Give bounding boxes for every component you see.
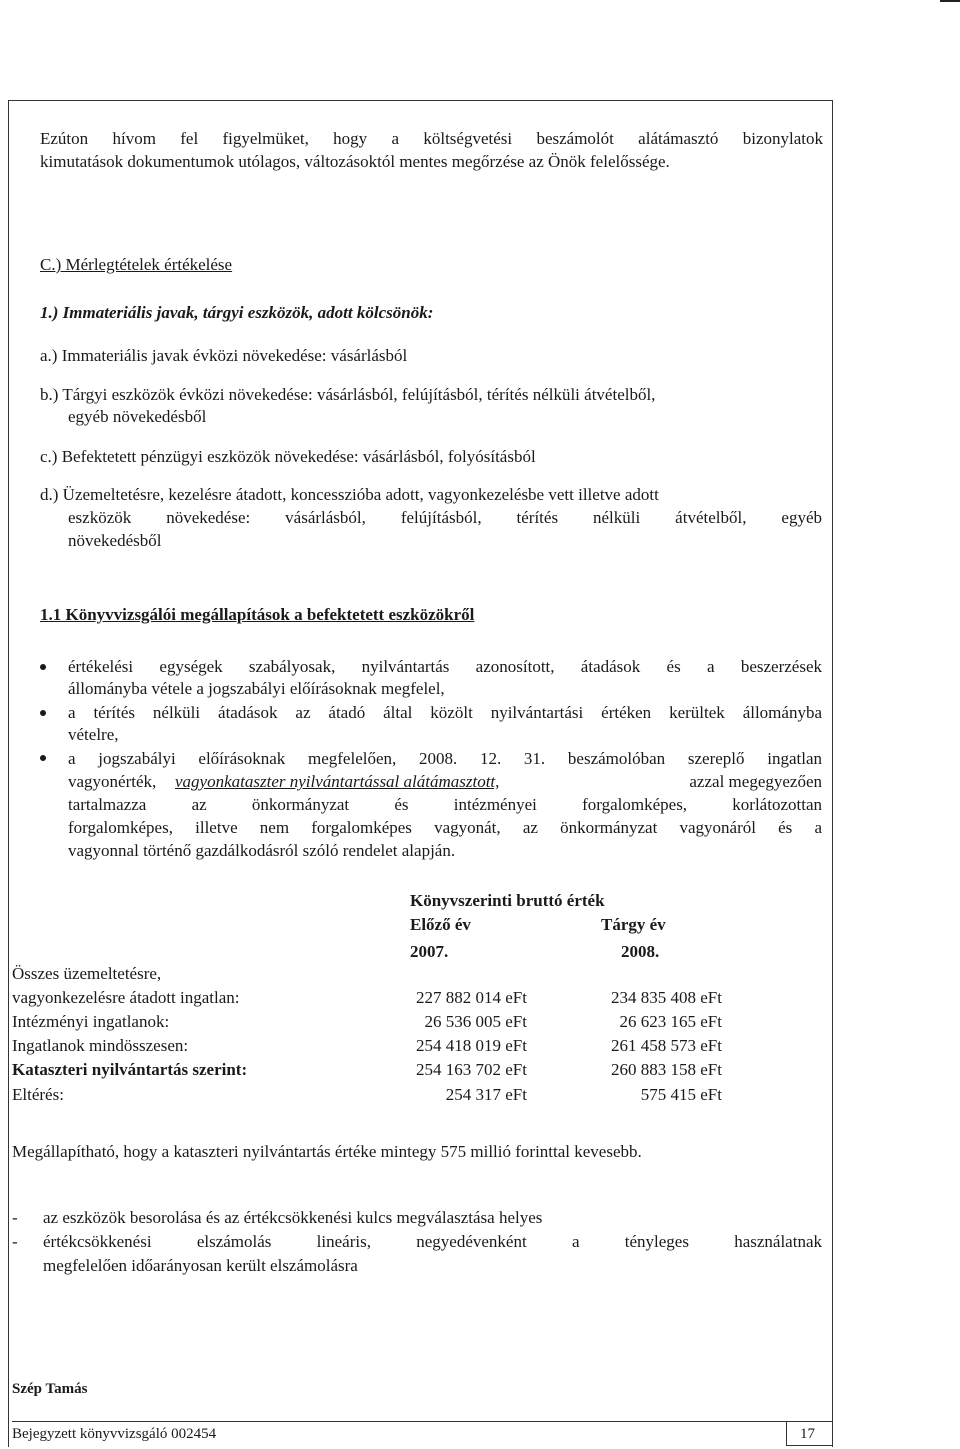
table-cell-curr: 234 835 408 eFt [611,988,722,1007]
dash-item-2-line-1: értékcsökkenési elszámolás lineáris, negyedévenként a tényleges használatnak [43,1232,822,1251]
dash-marker: - [12,1208,18,1227]
table-cell-prev: 254 317 eFt [445,1085,527,1104]
dash-marker: - [12,1232,18,1251]
page-number: 17 [800,1426,815,1442]
signer-name: Szép Tamás [12,1381,88,1397]
table-cell-curr: 261 458 573 eFt [611,1036,722,1055]
intro-line-2: kimutatások dokumentumok utólagos, változásoktól mentes megőrzése az Önök felelőssége. [40,152,670,171]
table-row-label: Intézményi ingatlanok: [12,1012,170,1031]
signer-title: Bejegyzett könyvvizsgáló 002454 [12,1426,217,1442]
item-a: a.) Immateriális javak évközi növekedése: vásárlásból [40,346,408,365]
table-cell-curr: 260 883 158 eFt [611,1060,722,1079]
bullet-1-line-1: értékelési egységek szabályosak, nyilvántartás azonosított, átadások és a beszerzések [68,657,822,676]
item-d-line-2: eszközök növekedése: vásárlásból, felújításból, térítés nélküli átvételből, egyéb [68,508,822,527]
table-col1-label: Előző év [410,915,471,934]
bullet-3-line-2a: vagyonérték, [68,772,157,791]
section-c-heading: C.) Mérlegtételek értékelése [40,255,233,274]
item-b-line-2: egyéb növekedésből [68,407,207,426]
table-cell-prev: 227 882 014 eFt [416,988,527,1007]
corner-mark [940,0,960,2]
bullet-2-line-2: vételre, [68,725,119,744]
bullet-3-line-1: a jogszabályi előírásoknak megfelelően, 2008. 12. 31. beszámolóban szereplő ingatlan [68,749,822,768]
bullet-marker [40,710,46,716]
table-row-label: Összes üzemeltetésre, [12,964,162,983]
table-header-title: Könyvszerinti bruttó érték [410,891,605,910]
table-col2-label: Tárgy év [601,915,666,934]
dash-item-2-line-2: megfelelően időarányosan került elszámolásra [43,1256,358,1275]
table-col1-year: 2007. [410,942,449,961]
table-row-label: Kataszteri nyilvántartás szerint: [12,1060,248,1079]
table-cell-prev: 254 418 019 eFt [416,1036,527,1055]
intro-line-1: Ezúton hívom fel figyelmüket, hogy a költségvetési beszámolót alátámasztó bizonylatok [40,129,823,148]
bullet-3-line-2b: vagyonkataszter nyilvántartással alátámasztott, [175,772,500,791]
footer-rule [12,1421,832,1422]
bullet-marker [40,664,46,670]
bullet-3-line-3: tartalmazza az önkormányzat és intézményei forgalomképes, korlátozottan [68,795,822,814]
table-cell-prev: 26 536 005 eFt [424,1012,527,1031]
bullet-marker [40,755,46,761]
table-row-label: vagyonkezelésre átadott ingatlan: [12,988,240,1007]
conclusion-text: Megállapítható, hogy a kataszteri nyilvántartás értéke mintegy 575 millió forinttal kevesebb. [12,1142,642,1161]
table-row-label: Ingatlanok mindösszesen: [12,1036,189,1055]
table-cell-curr: 575 415 eFt [640,1085,722,1104]
table-cell-prev: 254 163 702 eFt [416,1060,527,1079]
item-d-line-1: d.) Üzemeltetésre, kezelésre átadott, koncesszióba adott, vagyonkezelésbe vett illetve adott [40,485,659,504]
bullet-3-line-2c: azzal megegyezően [689,772,822,791]
item-b-line-1: b.) Tárgyi eszközök évközi növekedése: vásárlásból, felújításból, térítés nélküli átvételből, [40,385,656,404]
item-d-line-3: növekedésből [68,531,162,550]
bullet-1-line-2: állományba vétele a jogszabályi előírásoknak megfelel, [68,679,445,698]
table-row-label: Eltérés: [12,1085,64,1104]
table-col2-year: 2008. [621,942,660,961]
item-c: c.) Befektetett pénzügyi eszközök növekedése: vásárlásból, folyósításból [40,447,536,466]
bullet-3-line-4: forgalomképes, illetve nem forgalomképes vagyonát, az önkormányzat vagyonáról és a [68,818,822,837]
bullet-3-line-5: vagyonnal történő gazdálkodásról szóló rendelet alapján. [68,841,456,860]
section-11-heading: 1.1 Könyvvizsgálói megállapítások a befektetett eszközökről [40,605,475,624]
table-cell-curr: 26 623 165 eFt [619,1012,722,1031]
bullet-2-line-1: a térítés nélküli átadások az átadó által közölt nyilvántartási értéken kerültek állományba [68,703,822,722]
dash-item-1: az eszközök besorolása és az értékcsökkenési kulcs megválasztása helyes [43,1208,543,1227]
section-1-heading: 1.) Immateriális javak, tárgyi eszközök, adott kölcsönök: [40,303,434,322]
